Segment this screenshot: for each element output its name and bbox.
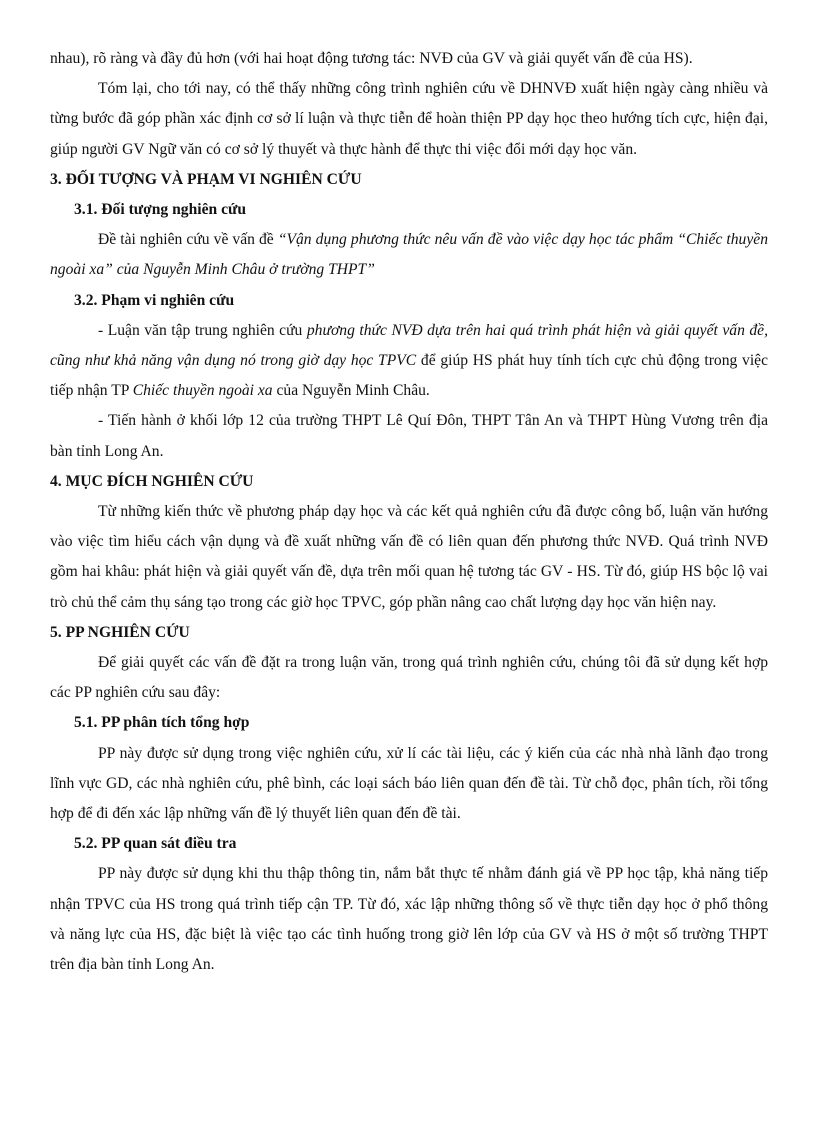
section-3-1-text-title: “Vận dụng phương thức nêu vấn đề vào việc dạy học tác phẩm “Chiếc thuyền ngoài xa” của Nguyễn Minh Châu ở trường THPT” [50, 231, 768, 279]
section-3-2-heading: 3.2. Phạm vi nghiên cứu [74, 291, 235, 309]
section-5-text: Để giải quyết các vấn đề đặt ra trong luận văn, trong quá trình nghiên cứu, chúng tôi đã sử dụng kết hợp các PP nghiên cứu sau đây: [50, 654, 768, 702]
section-4-heading: 4. MỤC ĐÍCH NGHIÊN CỨU [50, 472, 254, 490]
document-page [50, 44, 768, 980]
section-3-1-heading: 3.1. Đối tượng nghiên cứu [74, 201, 247, 219]
bullet-1-part-c: để giúp HS phát huy tính tích cực chủ động trong việc tiếp nhận TP [50, 352, 768, 400]
section-3-2-bullet-1 [50, 316, 768, 407]
bullet-1-part-a: - Luận văn tập trung nghiên cứu [98, 321, 307, 339]
section-3-1-text-plain: Đề tài nghiên cứu về vấn đề [98, 231, 278, 249]
section-3-1-text [50, 225, 768, 285]
section-3-2-bullet-2: - Tiến hành ở khối lớp 12 của trường THPT Lê Quí Đôn, THPT Tân An và THPT Hùng Vương trên địa bàn tỉnh Long An. [50, 412, 768, 460]
section-5-1-heading: 5.1. PP phân tích tổng hợp [74, 714, 250, 732]
bullet-1-part-d: Chiếc thuyền ngoài xa [132, 382, 273, 400]
bullet-1-part-b: phương thức NVĐ dựa trên hai quá trình phát hiện và giải quyết vấn đề, cũng như khả năng vận dụng nó trong giờ dạy học TPVC [50, 321, 768, 370]
section-5-1-text: PP này được sử dụng trong việc nghiên cứu, xử lí các tài liệu, các ý kiến của các nhà nhà lãnh đạo trong lĩnh vực GD, các nhà nghiên cứu, phê bình, các loại sách báo liên quan đến đề tài. Từ chỗ đọc, phân tích, rồi tổng hợp để đi đến xác lập những vấn đề lý thuyết liên quan đến đề tài. [50, 744, 768, 823]
paragraph-continuation: nhau), rõ ràng và đầy đủ hơn (với hai hoạt động tương tác: NVĐ của GV và giải quyết vấn đề của HS). [50, 50, 693, 67]
section-5-2-text: PP này được sử dụng khi thu thập thông tin, nắm bắt thực tế nhằm đánh giá về PP học tập, khả năng tiếp nhận TPVC của HS trong quá trình tiếp cận TP. Từ đó, xác lập những thông số về thực tiễn dạy học ở phổ thông và năng lực của HS, đặc biệt là việc tạo các tình huống trong giờ lên lớp của GV và HS ở một số trường THPT trên địa bàn tỉnh Long An. [50, 865, 768, 974]
section-4-text: Từ những kiến thức về phương pháp dạy học và các kết quả nghiên cứu đã được công bố, luận văn hướng vào việc tìm hiểu cách vận dụng và đề xuất những vấn đề có liên quan đến phương thức NVĐ. Quá trình NVĐ gồm hai khâu: phát hiện và giải quyết vấn đề, dựa trên mối quan hệ tương tác GV - HS. Từ đó, giúp HS bộc lộ vai trò chủ thể cảm thụ sáng tạo trong các giờ học TPVC, góp phần nâng cao chất lượng dạy học văn hiện nay. [50, 503, 768, 611]
section-5-2-heading: 5.2. PP quan sát điều tra [74, 835, 237, 853]
paragraph-summary: Tóm lại, cho tới nay, có thể thấy những công trình nghiên cứu về DHNVĐ xuất hiện ngày càng nhiều và từng bước đã góp phần xác định cơ sở lí luận và thực tiễn để hoàn thiện PP dạy học theo hướng tích cực, hiện đại, giúp người GV Ngữ văn có cơ sở lý thuyết và thực hành để thực thi việc đổi mới dạy học văn. [50, 80, 768, 158]
bullet-1-part-e: của Nguyễn Minh Châu. [272, 382, 430, 400]
section-5-heading: 5. PP NGHIÊN CỨU [50, 623, 190, 641]
section-3-heading: 3. ĐỐI TƯỢNG VÀ PHẠM VI NGHIÊN CỨU [50, 170, 362, 188]
